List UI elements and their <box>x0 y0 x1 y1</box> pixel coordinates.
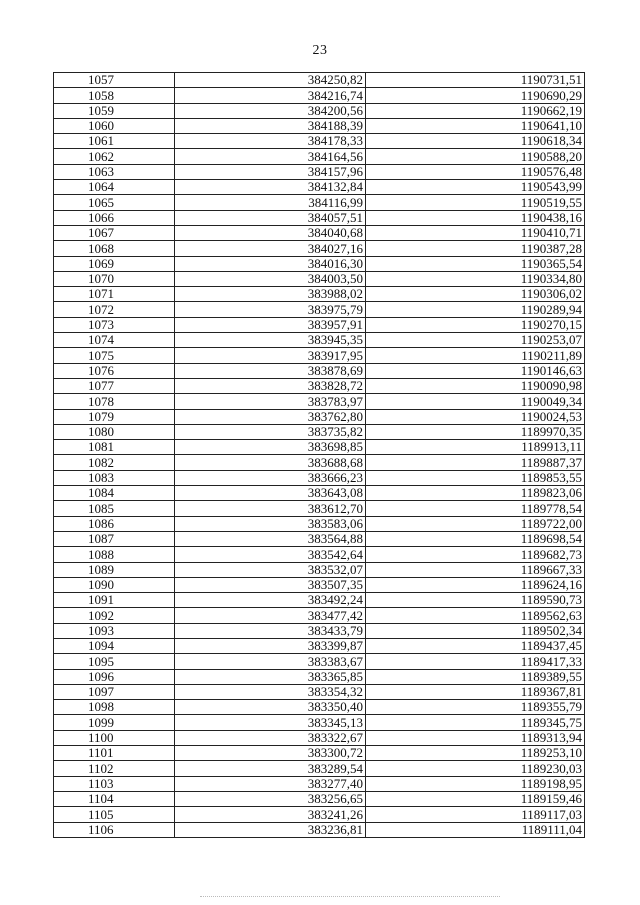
y-coordinate-cell: 1189502,34 <box>366 623 585 638</box>
table-row <box>54 715 585 730</box>
y-coordinate-cell: 1189355,79 <box>366 700 585 715</box>
table-row <box>54 822 585 837</box>
x-coordinate-cell: 383643,08 <box>175 486 366 501</box>
point-number-cell: 1066 <box>54 210 175 225</box>
y-coordinate-cell: 1189778,54 <box>366 501 585 516</box>
table-row <box>54 149 585 164</box>
x-coordinate-cell: 383532,07 <box>175 562 366 577</box>
x-coordinate-cell: 384216,74 <box>175 88 366 103</box>
page-number: 23 <box>312 43 328 58</box>
y-coordinate-cell: 1190641,10 <box>366 118 585 133</box>
point-number-cell: 1071 <box>54 287 175 302</box>
x-coordinate-cell: 383698,85 <box>175 440 366 455</box>
table-row <box>54 195 585 210</box>
point-number-cell: 1103 <box>54 776 175 791</box>
x-coordinate-cell: 383945,35 <box>175 333 366 348</box>
table-row <box>54 608 585 623</box>
y-coordinate-cell: 1190289,94 <box>366 302 585 317</box>
table-row <box>54 363 585 378</box>
point-number-cell: 1086 <box>54 516 175 531</box>
x-coordinate-cell: 383383,67 <box>175 654 366 669</box>
y-coordinate-cell: 1190662,19 <box>366 103 585 118</box>
point-number-cell: 1076 <box>54 363 175 378</box>
point-number-cell: 1104 <box>54 791 175 806</box>
y-coordinate-cell: 1189970,35 <box>366 424 585 439</box>
table-row <box>54 378 585 393</box>
point-number-cell: 1098 <box>54 700 175 715</box>
table-row <box>54 73 585 88</box>
table-row <box>54 746 585 761</box>
y-coordinate-cell: 1190365,54 <box>366 256 585 271</box>
x-coordinate-cell: 383878,69 <box>175 363 366 378</box>
x-coordinate-cell: 383345,13 <box>175 715 366 730</box>
x-coordinate-cell: 384116,99 <box>175 195 366 210</box>
table-row <box>54 317 585 332</box>
x-coordinate-cell: 383917,95 <box>175 348 366 363</box>
point-number-cell: 1106 <box>54 822 175 837</box>
table-row <box>54 333 585 348</box>
y-coordinate-cell: 1190270,15 <box>366 317 585 332</box>
table-row <box>54 271 585 286</box>
point-number-cell: 1063 <box>54 164 175 179</box>
point-number-cell: 1100 <box>54 730 175 745</box>
point-number-cell: 1074 <box>54 333 175 348</box>
point-number-cell: 1087 <box>54 531 175 546</box>
x-coordinate-cell: 383350,40 <box>175 700 366 715</box>
y-coordinate-cell: 1189437,45 <box>366 638 585 653</box>
point-number-cell: 1075 <box>54 348 175 363</box>
x-coordinate-cell: 383241,26 <box>175 807 366 822</box>
point-number-cell: 1096 <box>54 669 175 684</box>
y-coordinate-cell: 1189345,75 <box>366 715 585 730</box>
table-row <box>54 562 585 577</box>
y-coordinate-cell: 1190543,99 <box>366 180 585 195</box>
table-row <box>54 791 585 806</box>
y-coordinate-cell: 1189913,11 <box>366 440 585 455</box>
x-coordinate-cell: 384157,96 <box>175 164 366 179</box>
table-row <box>54 730 585 745</box>
x-coordinate-cell: 383277,40 <box>175 776 366 791</box>
table-row <box>54 623 585 638</box>
table-row <box>54 241 585 256</box>
table-row <box>54 118 585 133</box>
table-row <box>54 776 585 791</box>
x-coordinate-cell: 383688,68 <box>175 455 366 470</box>
y-coordinate-cell: 1190576,48 <box>366 164 585 179</box>
y-coordinate-cell: 1190387,28 <box>366 241 585 256</box>
table-row <box>54 593 585 608</box>
x-coordinate-cell: 384188,39 <box>175 118 366 133</box>
point-number-cell: 1099 <box>54 715 175 730</box>
x-coordinate-cell: 384200,56 <box>175 103 366 118</box>
point-number-cell: 1079 <box>54 409 175 424</box>
table-row <box>54 164 585 179</box>
y-coordinate-cell: 1190438,16 <box>366 210 585 225</box>
point-number-cell: 1081 <box>54 440 175 455</box>
y-coordinate-cell: 1189198,95 <box>366 776 585 791</box>
y-coordinate-cell: 1190253,07 <box>366 333 585 348</box>
y-coordinate-cell: 1189823,06 <box>366 486 585 501</box>
point-number-cell: 1068 <box>54 241 175 256</box>
table-row <box>54 210 585 225</box>
x-coordinate-cell: 384164,56 <box>175 149 366 164</box>
coordinates-table <box>53 72 585 838</box>
y-coordinate-cell: 1189111,04 <box>366 822 585 837</box>
x-coordinate-cell: 383477,42 <box>175 608 366 623</box>
table-row <box>54 684 585 699</box>
y-coordinate-cell: 1189389,55 <box>366 669 585 684</box>
y-coordinate-cell: 1189117,03 <box>366 807 585 822</box>
table-row <box>54 103 585 118</box>
table-row <box>54 470 585 485</box>
y-coordinate-cell: 1189313,94 <box>366 730 585 745</box>
x-coordinate-cell: 383399,87 <box>175 638 366 653</box>
point-number-cell: 1064 <box>54 180 175 195</box>
x-coordinate-cell: 384027,16 <box>175 241 366 256</box>
y-coordinate-cell: 1190024,53 <box>366 409 585 424</box>
point-number-cell: 1093 <box>54 623 175 638</box>
point-number-cell: 1105 <box>54 807 175 822</box>
y-coordinate-cell: 1190090,98 <box>366 378 585 393</box>
x-coordinate-cell: 383433,79 <box>175 623 366 638</box>
x-coordinate-cell: 383666,23 <box>175 470 366 485</box>
point-number-cell: 1065 <box>54 195 175 210</box>
y-coordinate-cell: 1190306,02 <box>366 287 585 302</box>
coordinates-table-body <box>54 73 585 838</box>
y-coordinate-cell: 1189853,55 <box>366 470 585 485</box>
x-coordinate-cell: 383583,06 <box>175 516 366 531</box>
point-number-cell: 1092 <box>54 608 175 623</box>
x-coordinate-cell: 384057,51 <box>175 210 366 225</box>
point-number-cell: 1062 <box>54 149 175 164</box>
point-number-cell: 1091 <box>54 593 175 608</box>
y-coordinate-cell: 1189417,33 <box>366 654 585 669</box>
point-number-cell: 1102 <box>54 761 175 776</box>
point-number-cell: 1084 <box>54 486 175 501</box>
y-coordinate-cell: 1189698,54 <box>366 531 585 546</box>
x-coordinate-cell: 383300,72 <box>175 746 366 761</box>
y-coordinate-cell: 1189682,73 <box>366 547 585 562</box>
table-row <box>54 256 585 271</box>
table-row <box>54 669 585 684</box>
point-number-cell: 1085 <box>54 501 175 516</box>
table-row <box>54 409 585 424</box>
x-coordinate-cell: 383988,02 <box>175 287 366 302</box>
x-coordinate-cell: 383783,97 <box>175 394 366 409</box>
y-coordinate-cell: 1190731,51 <box>366 73 585 88</box>
point-number-cell: 1089 <box>54 562 175 577</box>
x-coordinate-cell: 383507,35 <box>175 577 366 592</box>
y-coordinate-cell: 1190519,55 <box>366 195 585 210</box>
point-number-cell: 1095 <box>54 654 175 669</box>
y-coordinate-cell: 1189253,10 <box>366 746 585 761</box>
y-coordinate-cell: 1189590,73 <box>366 593 585 608</box>
table-row <box>54 700 585 715</box>
point-number-cell: 1083 <box>54 470 175 485</box>
x-coordinate-cell: 383612,70 <box>175 501 366 516</box>
point-number-cell: 1059 <box>54 103 175 118</box>
x-coordinate-cell: 383828,72 <box>175 378 366 393</box>
y-coordinate-cell: 1189624,16 <box>366 577 585 592</box>
point-number-cell: 1097 <box>54 684 175 699</box>
x-coordinate-cell: 383975,79 <box>175 302 366 317</box>
table-row <box>54 88 585 103</box>
x-coordinate-cell: 383957,91 <box>175 317 366 332</box>
table-row <box>54 516 585 531</box>
table-row <box>54 455 585 470</box>
point-number-cell: 1088 <box>54 547 175 562</box>
point-number-cell: 1090 <box>54 577 175 592</box>
point-number-cell: 1072 <box>54 302 175 317</box>
x-coordinate-cell: 383735,82 <box>175 424 366 439</box>
y-coordinate-cell: 1190146,63 <box>366 363 585 378</box>
y-coordinate-cell: 1189667,33 <box>366 562 585 577</box>
point-number-cell: 1082 <box>54 455 175 470</box>
x-coordinate-cell: 383492,24 <box>175 593 366 608</box>
x-coordinate-cell: 384250,82 <box>175 73 366 88</box>
y-coordinate-cell: 1189367,81 <box>366 684 585 699</box>
y-coordinate-cell: 1190211,89 <box>366 348 585 363</box>
table-row <box>54 547 585 562</box>
point-number-cell: 1073 <box>54 317 175 332</box>
x-coordinate-cell: 383762,80 <box>175 409 366 424</box>
y-coordinate-cell: 1189562,63 <box>366 608 585 623</box>
y-coordinate-cell: 1190334,80 <box>366 271 585 286</box>
table-row <box>54 531 585 546</box>
x-coordinate-cell: 383322,67 <box>175 730 366 745</box>
y-coordinate-cell: 1190588,20 <box>366 149 585 164</box>
table-row <box>54 486 585 501</box>
point-number-cell: 1101 <box>54 746 175 761</box>
scan-artifact-line <box>200 896 500 897</box>
y-coordinate-cell: 1189722,00 <box>366 516 585 531</box>
x-coordinate-cell: 383289,54 <box>175 761 366 776</box>
x-coordinate-cell: 384040,68 <box>175 225 366 240</box>
x-coordinate-cell: 384178,33 <box>175 134 366 149</box>
x-coordinate-cell: 383236,81 <box>175 822 366 837</box>
table-row <box>54 654 585 669</box>
y-coordinate-cell: 1190049,34 <box>366 394 585 409</box>
table-row <box>54 394 585 409</box>
table-row <box>54 440 585 455</box>
point-number-cell: 1070 <box>54 271 175 286</box>
table-row <box>54 807 585 822</box>
x-coordinate-cell: 384132,84 <box>175 180 366 195</box>
x-coordinate-cell: 383365,85 <box>175 669 366 684</box>
y-coordinate-cell: 1190690,29 <box>366 88 585 103</box>
y-coordinate-cell: 1190410,71 <box>366 225 585 240</box>
table-row <box>54 302 585 317</box>
table-row <box>54 225 585 240</box>
point-number-cell: 1069 <box>54 256 175 271</box>
table-row <box>54 180 585 195</box>
point-number-cell: 1094 <box>54 638 175 653</box>
y-coordinate-cell: 1190618,34 <box>366 134 585 149</box>
table-row <box>54 761 585 776</box>
x-coordinate-cell: 383256,65 <box>175 791 366 806</box>
point-number-cell: 1080 <box>54 424 175 439</box>
point-number-cell: 1058 <box>54 88 175 103</box>
x-coordinate-cell: 383564,88 <box>175 531 366 546</box>
point-number-cell: 1061 <box>54 134 175 149</box>
table-row <box>54 577 585 592</box>
table-row <box>54 424 585 439</box>
table-row <box>54 287 585 302</box>
point-number-cell: 1077 <box>54 378 175 393</box>
point-number-cell: 1060 <box>54 118 175 133</box>
x-coordinate-cell: 383542,64 <box>175 547 366 562</box>
table-row <box>54 501 585 516</box>
point-number-cell: 1067 <box>54 225 175 240</box>
x-coordinate-cell: 383354,32 <box>175 684 366 699</box>
x-coordinate-cell: 384003,50 <box>175 271 366 286</box>
y-coordinate-cell: 1189230,03 <box>366 761 585 776</box>
x-coordinate-cell: 384016,30 <box>175 256 366 271</box>
y-coordinate-cell: 1189887,37 <box>366 455 585 470</box>
point-number-cell: 1078 <box>54 394 175 409</box>
point-number-cell: 1057 <box>54 73 175 88</box>
table-row <box>54 134 585 149</box>
y-coordinate-cell: 1189159,46 <box>366 791 585 806</box>
table-row <box>54 638 585 653</box>
table-row <box>54 348 585 363</box>
